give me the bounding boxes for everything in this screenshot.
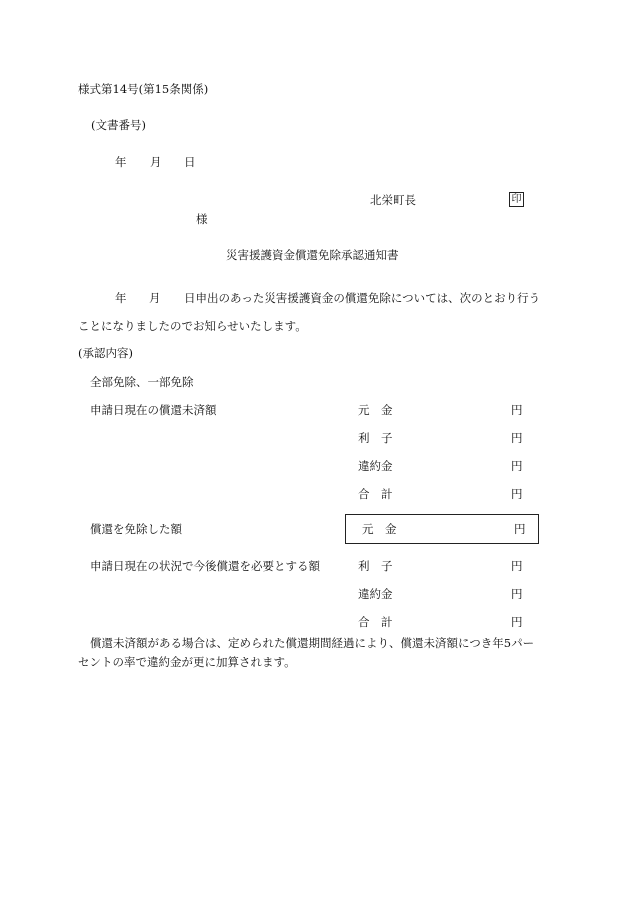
- outstanding-interest-label: 利 子: [358, 431, 393, 445]
- exempted-principal-yen: 円: [514, 522, 526, 536]
- future-total-yen: 円: [511, 615, 523, 629]
- outstanding-label: 申請日現在の償還未済額: [90, 403, 217, 417]
- exempted-label: 償還を免除した額: [90, 522, 182, 536]
- section-heading: (承認内容): [78, 346, 133, 360]
- outstanding-principal-yen: 円: [511, 403, 523, 417]
- future-penalty-yen: 円: [511, 587, 523, 601]
- outstanding-penalty-label: 違約金: [358, 459, 393, 473]
- body-line1: 日申出のあった災害援護資金の償還免除については、次のとおり行う: [184, 291, 541, 305]
- form-number: 様式第14号(第15条関係): [78, 82, 209, 96]
- issuer-name: 北栄町長: [370, 193, 416, 207]
- outstanding-total-yen: 円: [511, 487, 523, 501]
- note-line1: 償還未済額がある場合は、定められた償還期間経過により、償還未済額につき年5パー: [90, 636, 535, 650]
- future-total-label: 合 計: [358, 615, 393, 629]
- date-day: 日: [184, 155, 196, 169]
- document-title: 災害援護資金償還免除承認通知書: [226, 248, 399, 262]
- exempted-principal-label: 元 金: [362, 522, 397, 536]
- seal-stamp: 印: [509, 192, 524, 207]
- exemption-type: 全部免除、一部免除: [90, 375, 194, 389]
- body-month: 月: [149, 291, 161, 305]
- body-line2: ことになりましたのでお知らせいたします。: [78, 319, 307, 333]
- future-label: 申請日現在の状況で今後償還を必要とする額: [90, 559, 320, 573]
- date-year: 年: [115, 155, 127, 169]
- future-interest-label: 利 子: [358, 559, 393, 573]
- document-number: (文書番号): [91, 118, 146, 132]
- note-line2: セントの率で違約金が更に加算されます。: [78, 655, 296, 669]
- future-penalty-label: 違約金: [358, 587, 393, 601]
- body-year: 年: [115, 291, 127, 305]
- outstanding-penalty-yen: 円: [511, 459, 523, 473]
- outstanding-interest-yen: 円: [511, 431, 523, 445]
- addressee-suffix: 様: [196, 212, 208, 226]
- outstanding-principal-label: 元 金: [358, 403, 393, 417]
- date-month: 月: [150, 155, 162, 169]
- future-interest-yen: 円: [511, 559, 523, 573]
- outstanding-total-label: 合 計: [358, 487, 393, 501]
